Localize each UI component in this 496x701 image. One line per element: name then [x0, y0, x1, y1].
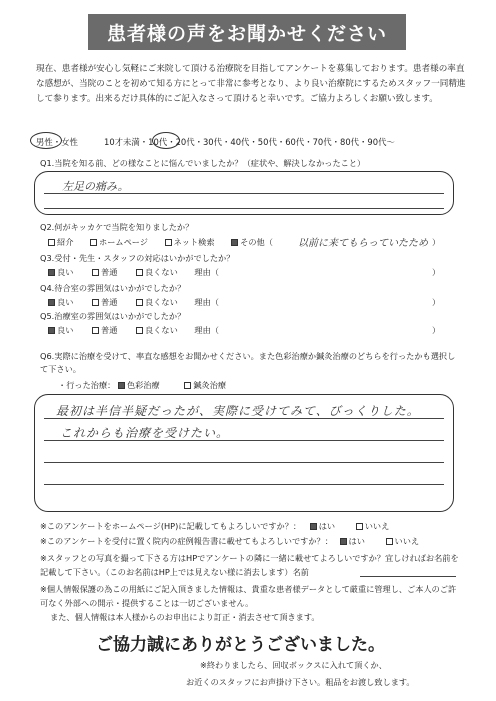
checkbox-checked-icon [118, 382, 125, 389]
q4-close: ） [432, 297, 441, 307]
q4-options [48, 297, 219, 308]
checkbox-icon [92, 299, 99, 306]
checkbox-checked-icon [48, 299, 55, 306]
footer-note-1: ※終わりましたら、回収ボックスに入れて頂くか、 [200, 660, 387, 670]
q5-close: ） [432, 325, 441, 335]
checkbox-checked-icon [340, 538, 347, 545]
q5-opt-normal[interactable]: 普通 [92, 325, 117, 335]
q6-line-3 [44, 462, 444, 463]
checkbox-icon [184, 382, 191, 389]
q5-options [48, 325, 219, 336]
consent-hp-row [40, 521, 389, 532]
q2-other-close: ） [432, 237, 441, 247]
checkbox-icon [136, 269, 143, 276]
q6-question: Q6.実際に治療を受けて、率直な感想をお聞かせください。また色彩治療か鍼灸治療のどちらを行ったかも選択して下さい。 [40, 351, 456, 374]
checkbox-icon [90, 239, 97, 246]
checkbox-checked-icon [310, 523, 317, 530]
q3-reason-label: 理由（ [194, 267, 219, 277]
q5-opt-good[interactable]: 良い [48, 325, 73, 335]
q2-options [48, 237, 273, 248]
name-field-line[interactable] [360, 576, 456, 577]
privacy-text: ※個人情報保護の為この用紙にご記入頂きました情報は、貴重な患者様データとして厳重に管理し、ご本人のご許可なく外部への開示・提供することは一切ございません。 [40, 584, 457, 608]
checkbox-icon [165, 239, 172, 246]
age-circle-mark [152, 132, 180, 149]
checkbox-icon [136, 299, 143, 306]
checkbox-checked-icon [48, 327, 55, 334]
checkbox-icon [92, 269, 99, 276]
consent-hp-yes[interactable]: はい [310, 521, 335, 531]
checkbox-icon [386, 538, 393, 545]
q4-opt-bad[interactable]: 良くない [136, 297, 178, 307]
q6-treatment-row [58, 380, 226, 391]
consent-report-no[interactable]: いいえ [386, 536, 420, 546]
checkbox-checked-icon [48, 269, 55, 276]
q6-opt-color[interactable]: 色彩治療 [118, 380, 160, 390]
q6-answer-line-2: これからも治療を受けたい。 [60, 426, 230, 440]
q6-opt-acupuncture[interactable]: 鍼灸治療 [184, 380, 226, 390]
footer-note-2: お近くのスタッフにお声掛け下さい。粗品をお渡し致します。 [186, 677, 415, 687]
consent-report-text: ※このアンケートを受付に置く院内の症例報告書に載せてもよろしいですか？： [40, 536, 333, 546]
q2-question: Q2.何がキッカケで当院を知りましたか？ [40, 222, 194, 232]
q2-opt-search[interactable]: ネット検索 [165, 237, 215, 247]
q6-line-4 [44, 484, 444, 485]
gender-male[interactable]: 男性 [36, 137, 53, 147]
checkbox-icon [136, 327, 143, 334]
checkbox-icon [356, 523, 363, 530]
q3-opt-bad[interactable]: 良くない [136, 267, 178, 277]
q1-line-2 [44, 208, 444, 209]
q2-opt-homepage[interactable]: ホームページ [90, 237, 148, 247]
q6-treatment-label: ・行った治療： [58, 380, 116, 390]
intro-text: 現在、患者様が安心し気軽にご来院して頂ける治療院を目指してアンケートを募集しております。患者様の率直な感想が、当院のことを初めて知る方にとって非常に参考となり、より良い治療院にするためスタッフ一同精進して参ります。出来るだけ具体的にご記入なさって頂けると幸いです。ご協力よろしくお願い致します。 [36, 64, 466, 104]
q3-opt-good[interactable]: 良い [48, 267, 73, 277]
q1-question: Q1.当院を知る前、どの様なことに悩んでいましたか？（症状や、解決しなかったこと） [40, 158, 366, 168]
consent-report-yes[interactable]: はい [340, 536, 365, 546]
q5-opt-bad[interactable]: 良くない [136, 325, 178, 335]
q2-other-answer: 以前に来てもらっていたため [298, 238, 428, 249]
q4-opt-good[interactable]: 良い [48, 297, 73, 307]
q1-answer: 左足の痛み。 [62, 180, 129, 193]
consent-hp-text: ※このアンケートをホームページ(HP)に記載してもよろしいですか？： [40, 521, 302, 531]
checkbox-checked-icon [231, 239, 238, 246]
male-circle-mark [30, 132, 62, 149]
q3-options [48, 267, 219, 278]
q2-opt-referral[interactable]: 紹介 [48, 237, 73, 247]
q4-question: Q4.待合室の雰囲気はいかがでしたか？ [40, 283, 186, 293]
consent-hp-no[interactable]: いいえ [356, 521, 390, 531]
q5-reason-label: 理由（ [194, 325, 219, 335]
consent-report-row [40, 536, 419, 547]
page-title: 患者様の声をお聞かせください [88, 14, 406, 50]
q3-close: ） [432, 267, 441, 277]
checkbox-icon [92, 327, 99, 334]
q3-opt-normal[interactable]: 普通 [92, 267, 117, 277]
q4-reason-label: 理由（ [194, 297, 219, 307]
q5-question: Q5.治療室の雰囲気はいかがでしたか？ [40, 311, 186, 321]
privacy-text-2: また、個人情報は本人様からのお申出により訂正・消去させて頂きます。 [50, 612, 320, 622]
age-row[interactable]: 10才未満・10代・20代・30代・40代・50代・60代・70代・80代・90代〜 [104, 137, 395, 147]
q4-opt-normal[interactable]: 普通 [92, 297, 117, 307]
thanks-message: ご協力誠にありがとうございました。 [96, 635, 385, 655]
gender-female[interactable]: ・女性 [52, 137, 78, 147]
q3-question: Q3.受付・先生・スタッフの対応はいかがでしたか？ [40, 253, 235, 263]
checkbox-icon [48, 239, 55, 246]
consent-photo-text: ※スタッフとの写真を撮って下さる方はHPでアンケートの隣に一緒に載せてよろしいですか？宜しければお名前を記載して下さい。（このお名前はHP上では見えない様に消去します）名前 [40, 553, 459, 577]
q6-answer-line-1: 最初は半信半疑だったが、実際に受けてみて、びっくりした。 [56, 404, 420, 418]
q2-opt-other[interactable]: その他（ [231, 237, 273, 247]
